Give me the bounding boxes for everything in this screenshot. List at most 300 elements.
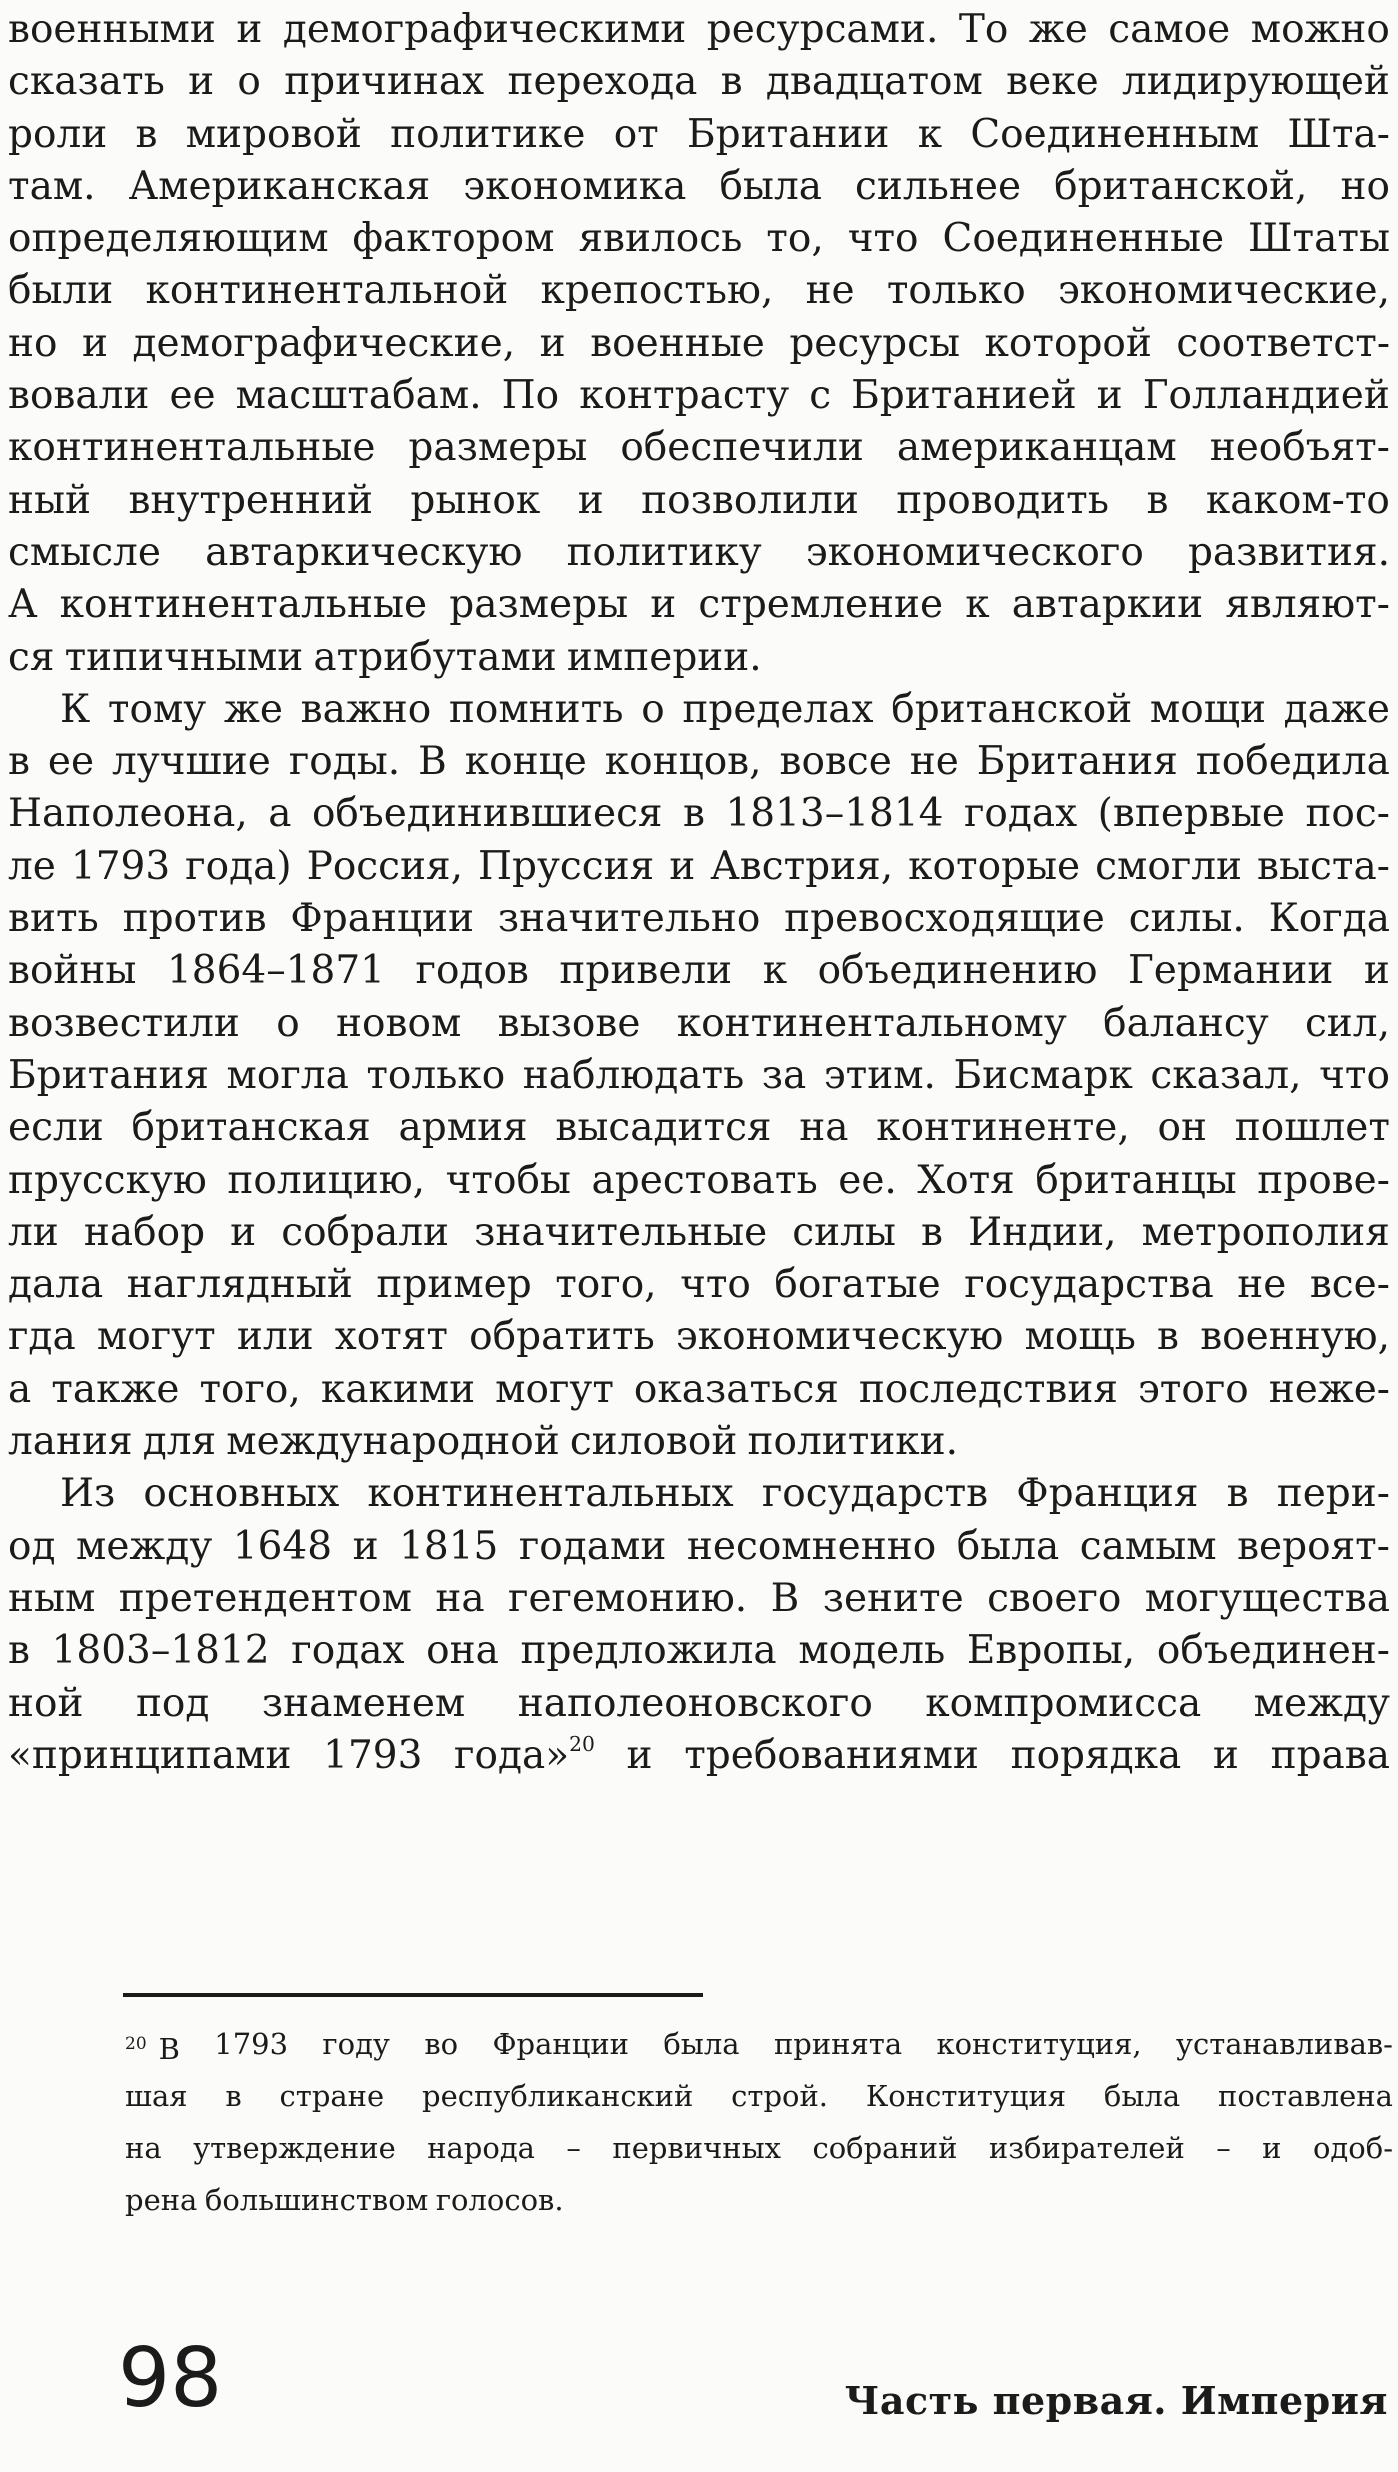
word: Голландией [1142,373,1390,419]
word: самым [1079,1523,1217,1569]
word: не [805,268,855,314]
word: собрали [281,1209,450,1255]
text-line [8,370,1390,422]
word: того, [555,1262,657,1308]
word: сильнее [855,163,1022,209]
word: 1815 [399,1523,499,1569]
word: ли [8,1209,59,1255]
word: стремление [698,582,944,628]
word: вовсе [779,739,892,785]
text-line [8,1625,1390,1677]
word: од [8,1523,56,1569]
word: то, [766,216,824,262]
word: 1803–1812 [51,1628,270,1674]
word: не [1237,1262,1287,1308]
word: демографические, [132,320,516,366]
footnote-word: году [322,2027,390,2061]
word: этим. [823,1052,936,1098]
word: только [886,268,1026,314]
footnote-word: избирателей [988,2131,1185,2165]
footnote-number: 20 [125,2034,147,2054]
word: Американская [128,163,431,209]
word: Индии, [968,1209,1117,1255]
word: Хотя [917,1157,1015,1203]
footnote-word: Франции [492,2027,630,2061]
word: он [1157,1105,1208,1151]
word: на [799,1105,849,1151]
word: сказать [8,59,165,105]
footnote-reference[interactable]: 20 [569,1731,595,1756]
word: объединению [817,948,1098,994]
word: и [650,582,677,628]
word: контрасту [579,373,790,419]
word: значительные [474,1209,768,1255]
text-line [8,1678,1390,1730]
word: развития. [1187,529,1390,575]
word: необъят- [1209,425,1390,471]
text-line [8,1468,1390,1520]
text-line [8,579,1390,631]
word: годы. [288,739,401,785]
word: Европы, [966,1628,1136,1674]
word: Соединенным [970,111,1260,157]
word: «принципами [8,1732,292,1778]
word: и [188,59,215,105]
word: пределах [682,686,874,732]
word: 1648 [232,1523,333,1569]
word: ее. [838,1157,897,1203]
footnote-word: поставлена [1218,2079,1393,2113]
word: проводить [896,477,1109,523]
word: политики. [747,1419,959,1465]
footnote-first-word [125,2018,180,2070]
word: последствия [858,1366,1118,1412]
word: сил, [1304,1000,1390,1046]
text-line [8,788,1390,840]
footnote-word: народа [427,2131,535,2165]
word: права [1270,1732,1390,1778]
word: Шта- [1287,111,1390,157]
word: ее [47,739,95,785]
text-line [8,1364,1390,1416]
word: она [426,1628,499,1674]
word: масштабам. [235,373,482,419]
word: полицию, [227,1157,426,1203]
footnote-word: рена [125,2183,198,2217]
text-line [8,527,1390,579]
word: экономического [805,529,1144,575]
running-head: Часть первая. Империя [844,2378,1388,2423]
word: силы. [1128,896,1245,942]
word: к [965,582,990,628]
word: несомненно [686,1523,937,1569]
word: типичными [64,634,304,680]
page-number: 98 [118,2331,223,2426]
word: 1864–1871 [166,948,385,994]
footnote-word: в [225,2079,242,2113]
word: К [60,686,91,732]
word: в [683,791,705,837]
word: модель [798,1628,946,1674]
word: континентальные [8,425,376,471]
word: богатые [774,1262,941,1308]
footnote-line [125,2018,1393,2070]
word: гда [8,1314,76,1360]
word: каком-то [1205,477,1390,523]
word: Пруссия [478,843,655,889]
word: под [135,1680,210,1726]
word: крепостью, [540,268,774,314]
word: были [8,268,114,314]
word: британской, [1054,163,1308,209]
word: Британия [976,739,1178,785]
word: о [641,686,665,732]
word: там. [8,163,96,209]
word: фактором [352,216,555,262]
word: и [577,477,604,523]
word: пос- [1305,791,1390,837]
text-line [8,4,1390,56]
word: между [1253,1680,1390,1726]
word: Британия [8,1052,210,1098]
footnote-word: строй. [731,2079,829,2113]
word: ный [8,477,92,523]
word: роли [8,111,108,157]
word: к [917,111,943,157]
word: концов, [604,739,762,785]
word: ся [8,634,55,680]
word: к [762,948,788,994]
word: и [82,320,108,366]
word: военную, [1200,1314,1390,1360]
word: важно [300,686,432,732]
word: основных [143,1471,340,1517]
word: континентальной [145,268,509,314]
word: атрибутами [313,634,557,680]
word: что [1319,1052,1390,1098]
word: британской [891,686,1133,732]
word: года»$^{20}$ [454,1731,595,1778]
footnote-word: одоб- [1312,2131,1393,2165]
footnote-word: принята [773,2027,903,2061]
footnote-word: голосов. [435,2183,564,2217]
word: могут [96,1314,216,1360]
footnote-word: была [663,2027,740,2061]
text-line [8,56,1390,108]
footnote-word: – [566,2131,581,2165]
word: объединившиеся [311,791,663,837]
text-line [8,1259,1390,1311]
word: ным [8,1575,96,1621]
word: прове- [1257,1157,1390,1203]
word: которой [984,320,1152,366]
text-line [8,213,1390,265]
text-line [8,1416,1390,1468]
word: между [76,1523,213,1569]
word: годов [415,948,529,994]
word: гегемонию. [508,1575,748,1621]
word: перехода [507,59,698,105]
word: континентальные [59,582,428,628]
word: военные [590,320,765,366]
word: мощь [1024,1314,1136,1360]
word: наглядный [126,1262,353,1308]
word: лидирующей [1121,59,1390,105]
word: оказаться [633,1366,839,1412]
word: о [237,59,261,105]
text-line [8,265,1390,317]
word: двадцатом [765,59,983,105]
word: прусскую [8,1157,207,1203]
word: могла [226,1052,349,1098]
word: или [236,1314,314,1360]
footnote-line [125,2122,1393,2174]
text-line [8,893,1390,945]
word: и [236,7,263,52]
footnote-line [125,2070,1393,2122]
footnote-word: шая [125,2079,188,2113]
word: веке [1006,59,1099,105]
word: в [135,111,158,157]
text-line [8,1521,1390,1573]
word: империи. [566,634,762,680]
word: вызове [497,1000,641,1046]
footnote-word: собраний [812,2131,958,2165]
text-line [8,475,1390,527]
text-line [8,632,1390,684]
word: 1793 [323,1732,423,1778]
word: экономическую [675,1314,1004,1360]
word: что [680,1262,751,1308]
word: То [958,7,1009,52]
word: набор [83,1209,206,1255]
word: конце [464,739,587,785]
word: Франция [1016,1471,1199,1517]
footnote-word: на [125,2131,162,2165]
word: американцам [896,425,1177,471]
word: не [909,739,959,785]
word: и [626,1732,653,1778]
word: компромисса [925,1680,1202,1726]
footnote-separator [123,1993,703,1997]
text-line [8,1311,1390,1363]
word: смысле [8,529,161,575]
word: для [142,1419,217,1465]
word: привели [559,948,733,994]
word: являют- [1225,582,1390,628]
word: а [268,791,292,837]
word: новом [336,1000,462,1046]
word: но [8,320,58,366]
word: автаркическую [205,529,523,575]
text-line [8,1155,1390,1207]
word: только [366,1052,506,1098]
word: и [1363,948,1390,994]
word: размеры [449,582,629,628]
word: своего [987,1575,1122,1621]
word: арестовать [591,1157,818,1203]
word: была [719,163,822,209]
text-line [8,422,1390,474]
word: выста- [1257,843,1390,889]
word: соответст- [1176,320,1390,366]
main-text [8,4,1390,1782]
word: победила [1195,739,1390,785]
word: также [51,1366,180,1412]
word: и [669,843,696,889]
word: вить [8,896,99,942]
word: сказал, [1150,1052,1302,1098]
word: в [1157,1314,1180,1360]
word: британцы [1035,1157,1237,1203]
word: наполеоновского [517,1680,873,1726]
word: Австрия, [710,843,894,889]
word: метрополия [1141,1209,1390,1255]
footnote-word: и [1262,2131,1282,2165]
word: континентальных [367,1471,734,1517]
text-line [8,841,1390,893]
word: зените [822,1575,964,1621]
word: балансу [1103,1000,1269,1046]
word: ее [169,373,216,419]
word: на [435,1575,485,1621]
word: значительно [497,896,761,942]
word: Когда [1268,896,1390,942]
word: В [418,739,447,785]
footnote-word: 1793 [214,2027,289,2061]
word: пери- [1276,1471,1390,1517]
word: порядка [1010,1732,1182,1778]
word: рынок [410,477,541,523]
word: государства [964,1262,1214,1308]
word: силы [792,1209,896,1255]
word: знаменем [261,1680,466,1726]
word: политику [566,529,762,575]
footnote-line [125,2174,1393,2226]
word: 1813–1814 [725,791,944,837]
word: годами [518,1523,667,1569]
word: если [8,1105,104,1151]
word: армия [398,1105,528,1151]
word: силовой [569,1419,738,1465]
text-line [8,109,1390,161]
word: экономические, [1057,268,1390,314]
word: в [720,59,743,105]
word: же [223,686,283,732]
word: Британии [687,111,890,157]
word: неже- [1268,1366,1390,1412]
word: причинах [284,59,485,105]
word: Из [60,1471,116,1517]
word: внутренний [128,477,373,523]
word: пошлет [1234,1105,1390,1151]
word: объединен- [1156,1628,1390,1674]
word: возвестили [8,1000,240,1046]
word: в [8,1628,30,1674]
word: и [1212,1732,1239,1778]
word: Штаты [1248,216,1390,262]
word: самое [1108,7,1231,52]
word: континентальному [676,1000,1067,1046]
word: Соединенные [942,216,1225,262]
word: явилось [578,216,743,262]
word: Наполеона, [8,791,248,837]
word: в [8,739,30,785]
word: Россия, [306,843,463,889]
footnote-word: во [424,2027,459,2061]
text-line [8,736,1390,788]
word: и [539,320,566,366]
footnote-word: устанавливав- [1175,2027,1393,2061]
word: мировой [185,111,362,157]
word: и [352,1523,379,1569]
word: континенте, [876,1105,1130,1151]
word: тому [107,686,207,732]
word: смогли [1095,843,1243,889]
word: о [276,1000,300,1046]
word: могут [495,1366,614,1412]
word: позволили [641,477,859,523]
text-line [8,1102,1390,1154]
word: ресурсами. [706,7,939,52]
word: этого [1137,1366,1249,1412]
word: политике [390,111,586,157]
footnote-word: конституция, [936,2027,1142,2061]
word: с [809,373,832,419]
word: и [230,1209,257,1255]
word: требованиями [684,1732,979,1778]
word: же [1028,7,1088,52]
text-line [8,1207,1390,1259]
footnote-word: Конституция [865,2079,1067,2113]
word: экономика [463,163,687,209]
word: (впервые [1097,791,1285,837]
text-line [8,1050,1390,1102]
word: превосходящие [784,896,1105,942]
text-line [8,318,1390,370]
text-line [8,1730,1390,1782]
word: была [956,1523,1060,1569]
word: а [8,1366,32,1412]
footnote-word: была [1103,2079,1181,2113]
text-line [8,684,1390,736]
word: в [1146,477,1169,523]
word: высадится [555,1105,772,1151]
word: британская [131,1105,371,1151]
word: По [501,373,560,419]
word: автаркии [1011,582,1204,628]
footnote-word: республиканский [422,2079,694,2113]
word: ной [8,1680,84,1726]
text-line [8,945,1390,997]
word: того, [199,1366,301,1412]
word: Франции [290,896,475,942]
word: годах [291,1628,405,1674]
footnote-word: В [158,2032,180,2066]
word: претендентом [118,1575,412,1621]
word: международной [226,1419,560,1465]
word: за [761,1052,807,1098]
word: мощи [1149,686,1266,732]
footnote-word: стране [279,2079,385,2113]
word: которые [908,843,1081,889]
word: Германии [1127,948,1334,994]
text-line [8,1573,1390,1625]
word: все- [1309,1262,1390,1308]
word: ресурсы [789,320,961,366]
word: Бисмарк [953,1052,1133,1098]
word: годах [963,791,1078,837]
